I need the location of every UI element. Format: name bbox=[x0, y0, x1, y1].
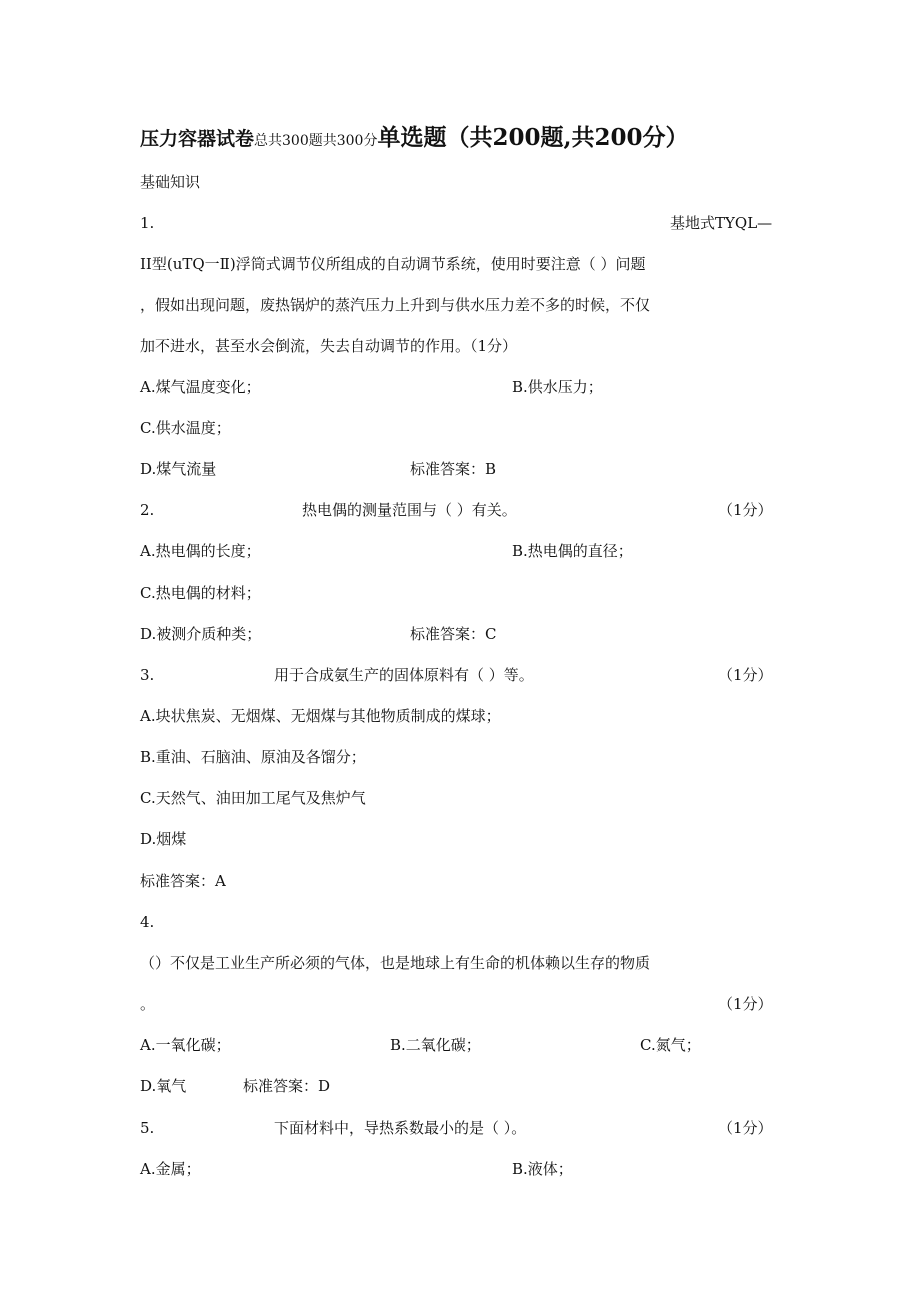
section-heading: 基础知识 bbox=[140, 173, 201, 191]
q1-option-c: C.供水温度； bbox=[140, 419, 231, 437]
page-title bbox=[140, 124, 689, 155]
q2-option-d: D.被测介质种类； bbox=[140, 625, 262, 643]
q1-answer: 标准答案：B bbox=[410, 460, 497, 478]
q5-option-a: A.金属； bbox=[140, 1160, 201, 1178]
q4-option-a: A.一氧化碳； bbox=[140, 1036, 231, 1054]
q3-option-d: D.烟煤 bbox=[140, 830, 187, 848]
q1-option-d: D.煤气流量 bbox=[140, 460, 217, 478]
q3-option-a: A.块状焦炭、无烟煤、无烟煤与其他物质制成的煤球； bbox=[140, 707, 501, 725]
q1-option-b: B.供水压力； bbox=[512, 378, 603, 396]
q2-option-a: A.热电偶的长度； bbox=[140, 542, 261, 560]
q4-option-d: D.氧气 bbox=[140, 1077, 187, 1095]
q2-number: 2. bbox=[140, 501, 155, 519]
q3-score: （1分） bbox=[718, 666, 773, 684]
q4-score: （1分） bbox=[718, 995, 773, 1013]
title-section: 单选题（共200题,共200分） bbox=[377, 124, 689, 151]
title-totals: 总共300题共300分 bbox=[254, 133, 378, 149]
q1-stem-line-2: II型(uTQ一Ⅱ)浮筒式调节仪所组成的自动调节系统，使用时要注意（ ）问题 bbox=[140, 255, 646, 273]
q4-option-b: B.二氧化碳； bbox=[390, 1036, 481, 1054]
q4-number: 4. bbox=[140, 913, 155, 931]
q2-stem: 热电偶的测量范围与（ ）有关。 bbox=[302, 501, 517, 519]
q1-stem-line-1: 基地式TYQL— bbox=[670, 214, 773, 232]
q2-score: （1分） bbox=[718, 501, 773, 519]
q1-number: 1. bbox=[140, 214, 155, 232]
q3-stem: 用于合成氨生产的固体原料有（ ）等。 bbox=[274, 666, 534, 684]
q3-number: 3. bbox=[140, 666, 155, 684]
q2-answer: 标准答案：C bbox=[410, 625, 497, 643]
q2-option-c: C.热电偶的材料； bbox=[140, 584, 261, 602]
q1-stem-line-4: 加不进水，甚至水会倒流，失去自动调节的作用。（1分） bbox=[140, 337, 518, 355]
q1-stem-line-3: ，假如出现问题，废热锅炉的蒸汽压力上升到与供水压力差不多的时候，不仅 bbox=[140, 296, 651, 314]
q5-number: 5. bbox=[140, 1119, 155, 1137]
q3-option-b: B.重油、石脑油、原油及各馏分； bbox=[140, 748, 366, 766]
q4-option-c: C.氮气； bbox=[640, 1036, 701, 1054]
q4-answer: 标准答案：D bbox=[243, 1077, 331, 1095]
title-main: 压力容器试卷 bbox=[140, 128, 255, 150]
q5-option-b: B.液体； bbox=[512, 1160, 573, 1178]
q5-stem: 下面材料中，导热系数最小的是（ ）。 bbox=[274, 1119, 527, 1137]
q3-answer: 标准答案：A bbox=[140, 872, 226, 890]
q4-stem-line-1: （）不仅是工业生产所必须的气体，也是地球上有生命的机体赖以生存的物质 bbox=[140, 954, 651, 972]
q5-score: （1分） bbox=[718, 1119, 773, 1137]
q1-option-a: A.煤气温度变化； bbox=[140, 378, 261, 396]
q4-stem-line-2: 。 bbox=[140, 995, 156, 1013]
q3-option-c: C.天然气、油田加工尾气及焦炉气 bbox=[140, 789, 366, 807]
q2-option-b: B.热电偶的直径； bbox=[512, 542, 633, 560]
